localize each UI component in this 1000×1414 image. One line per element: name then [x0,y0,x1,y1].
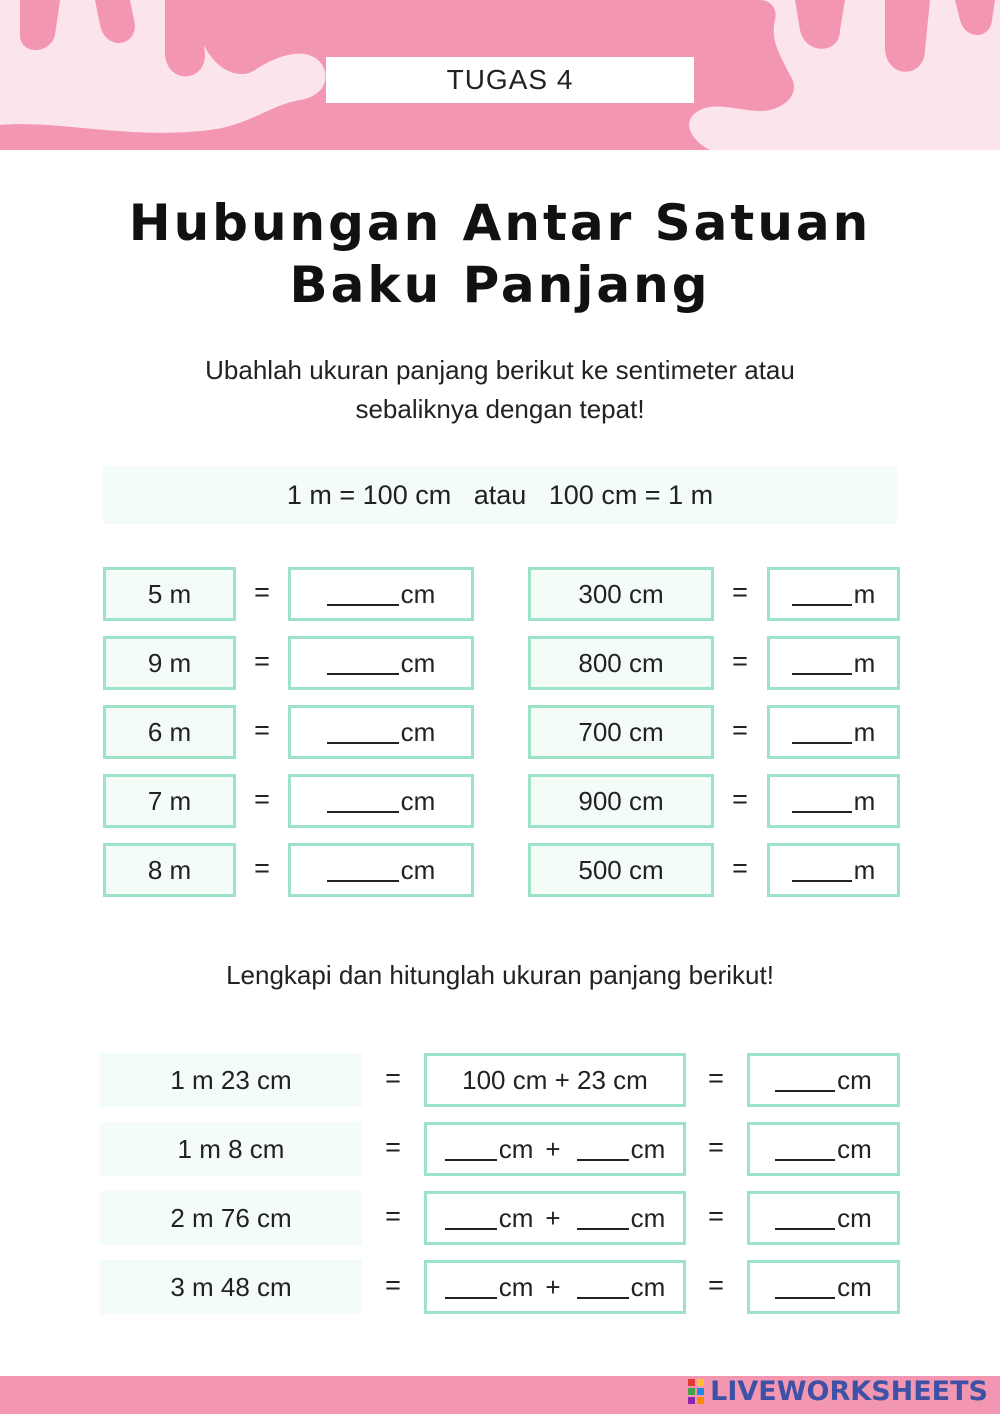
centimeter-value: 900 cm [578,785,664,816]
answer-unit: m [853,647,876,678]
brand-name: LIVEWORKSHEETS [710,1375,988,1407]
cm-answer-box[interactable] [288,774,474,828]
answer-unit: cm [400,854,436,885]
m-answer-blank[interactable] [792,789,852,813]
equals-sign: = [708,1270,724,1300]
meter-to-cm-blank[interactable] [445,1206,497,1230]
centimeter-value-box [528,567,714,621]
cm-answer-box[interactable] [288,705,474,759]
remaining-cm-blank[interactable] [577,1275,629,1299]
total-cm-blank[interactable] [775,1137,835,1161]
page-title [100,192,900,316]
equals-sign: = [708,1201,724,1231]
meter-value-box [103,843,236,897]
plus-sign: + [545,1271,561,1302]
meter-to-cm-blank[interactable] [445,1137,497,1161]
meter-to-cm-blank[interactable] [445,1275,497,1299]
breakdown-unit: cm [630,1271,666,1302]
cm-answer-blank[interactable] [327,858,399,882]
m-answer-box[interactable] [767,774,900,828]
cm-answer-box[interactable] [288,636,474,690]
answer-unit: m [853,716,876,747]
total-cm-box[interactable] [747,1122,900,1176]
answer-unit: m [853,578,876,609]
total-cm-box[interactable] [747,1053,900,1107]
breakdown-unit: cm [498,1133,534,1164]
cm-answer-blank[interactable] [327,720,399,744]
answer-unit: cm [400,647,436,678]
breakdown-example: 100 cm + 23 cm [462,1064,648,1095]
answer-unit: cm [400,716,436,747]
total-unit: cm [837,1133,872,1164]
composite-measure: 3 m 48 cm [170,1271,292,1302]
answer-unit: cm [400,578,436,609]
m-answer-blank[interactable] [792,720,852,744]
answer-unit: cm [400,785,436,816]
equals-sign: = [254,715,270,745]
breakdown-box[interactable] [424,1191,686,1245]
centimeter-value: 500 cm [578,854,664,885]
cm-answer-blank[interactable] [327,651,399,675]
remaining-cm-blank[interactable] [577,1137,629,1161]
equals-sign: = [732,784,748,814]
remaining-cm-blank[interactable] [577,1206,629,1230]
centimeter-value: 800 cm [578,647,664,678]
meter-value-box [103,774,236,828]
equals-sign: = [385,1063,401,1093]
composite-measure-box [100,1122,362,1176]
composite-measure: 1 m 23 cm [170,1064,292,1095]
meter-value: 6 m [147,716,192,747]
total-cm-box[interactable] [747,1260,900,1314]
instruction-convert-line-2: sebaliknya dengan tepat! [355,394,645,424]
composite-measure-box [100,1053,362,1107]
equals-sign: = [385,1270,401,1300]
centimeter-value-box [528,774,714,828]
title-line-1: Hubungan Antar Satuan [128,194,872,252]
breakdown-unit: cm [630,1202,666,1233]
meter-value: 5 m [147,578,192,609]
cm-answer-blank[interactable] [327,789,399,813]
equals-sign: = [254,646,270,676]
plus-sign: + [545,1133,561,1164]
title-line-2: Baku Panjang [289,256,711,314]
composite-measure: 2 m 76 cm [170,1202,292,1233]
equals-sign: = [732,577,748,607]
total-unit: cm [837,1271,872,1302]
equals-sign: = [385,1201,401,1231]
m-answer-box[interactable] [767,705,900,759]
equals-sign: = [385,1132,401,1162]
instruction-convert-line-1: Ubahlah ukuran panjang berikut ke sentimeter atau [205,355,795,385]
equals-sign: = [732,646,748,676]
total-cm-blank[interactable] [775,1068,835,1092]
meter-value: 8 m [147,854,192,885]
brand-mark-icon [688,1379,704,1404]
meter-value-box [103,636,236,690]
centimeter-value: 700 cm [578,716,664,747]
task-label: TUGAS 4 [326,57,694,103]
conversion-formula: 1 m = 100 cm atau 100 cm = 1 m [103,466,897,524]
centimeter-value-box [528,636,714,690]
cm-answer-box[interactable] [288,567,474,621]
instruction-convert [120,351,880,429]
equals-sign: = [254,577,270,607]
answer-unit: m [853,785,876,816]
cm-answer-blank[interactable] [327,582,399,606]
brand-logo [688,1374,988,1408]
answer-unit: m [853,854,876,885]
total-cm-blank[interactable] [775,1206,835,1230]
instruction-complete: Lengkapi dan hitunglah ukuran panjang berikut! [226,960,774,990]
meter-value: 9 m [147,647,192,678]
equals-sign: = [708,1063,724,1093]
m-answer-box[interactable] [767,843,900,897]
breakdown-unit: cm [498,1202,534,1233]
meter-value-box [103,705,236,759]
breakdown-box[interactable] [424,1122,686,1176]
meter-value: 7 m [147,785,192,816]
breakdown-unit: cm [630,1133,666,1164]
meter-value-box [103,567,236,621]
m-answer-blank[interactable] [792,582,852,606]
breakdown-box[interactable] [424,1260,686,1314]
breakdown-box [424,1053,686,1107]
centimeter-value-box [528,843,714,897]
total-unit: cm [837,1202,872,1233]
equals-sign: = [254,853,270,883]
m-answer-blank[interactable] [792,651,852,675]
m-answer-blank[interactable] [792,858,852,882]
total-cm-box[interactable] [747,1191,900,1245]
centimeter-value-box [528,705,714,759]
cm-answer-box[interactable] [288,843,474,897]
total-unit: cm [837,1064,872,1095]
composite-measure-box [100,1260,362,1314]
m-answer-box[interactable] [767,636,900,690]
centimeter-value: 300 cm [578,578,664,609]
composite-measure: 1 m 8 cm [177,1133,285,1164]
plus-sign: + [545,1202,561,1233]
equals-sign: = [732,853,748,883]
total-cm-blank[interactable] [775,1275,835,1299]
equals-sign: = [708,1132,724,1162]
breakdown-unit: cm [498,1271,534,1302]
composite-measure-box [100,1191,362,1245]
equals-sign: = [732,715,748,745]
equals-sign: = [254,784,270,814]
m-answer-box[interactable] [767,567,900,621]
